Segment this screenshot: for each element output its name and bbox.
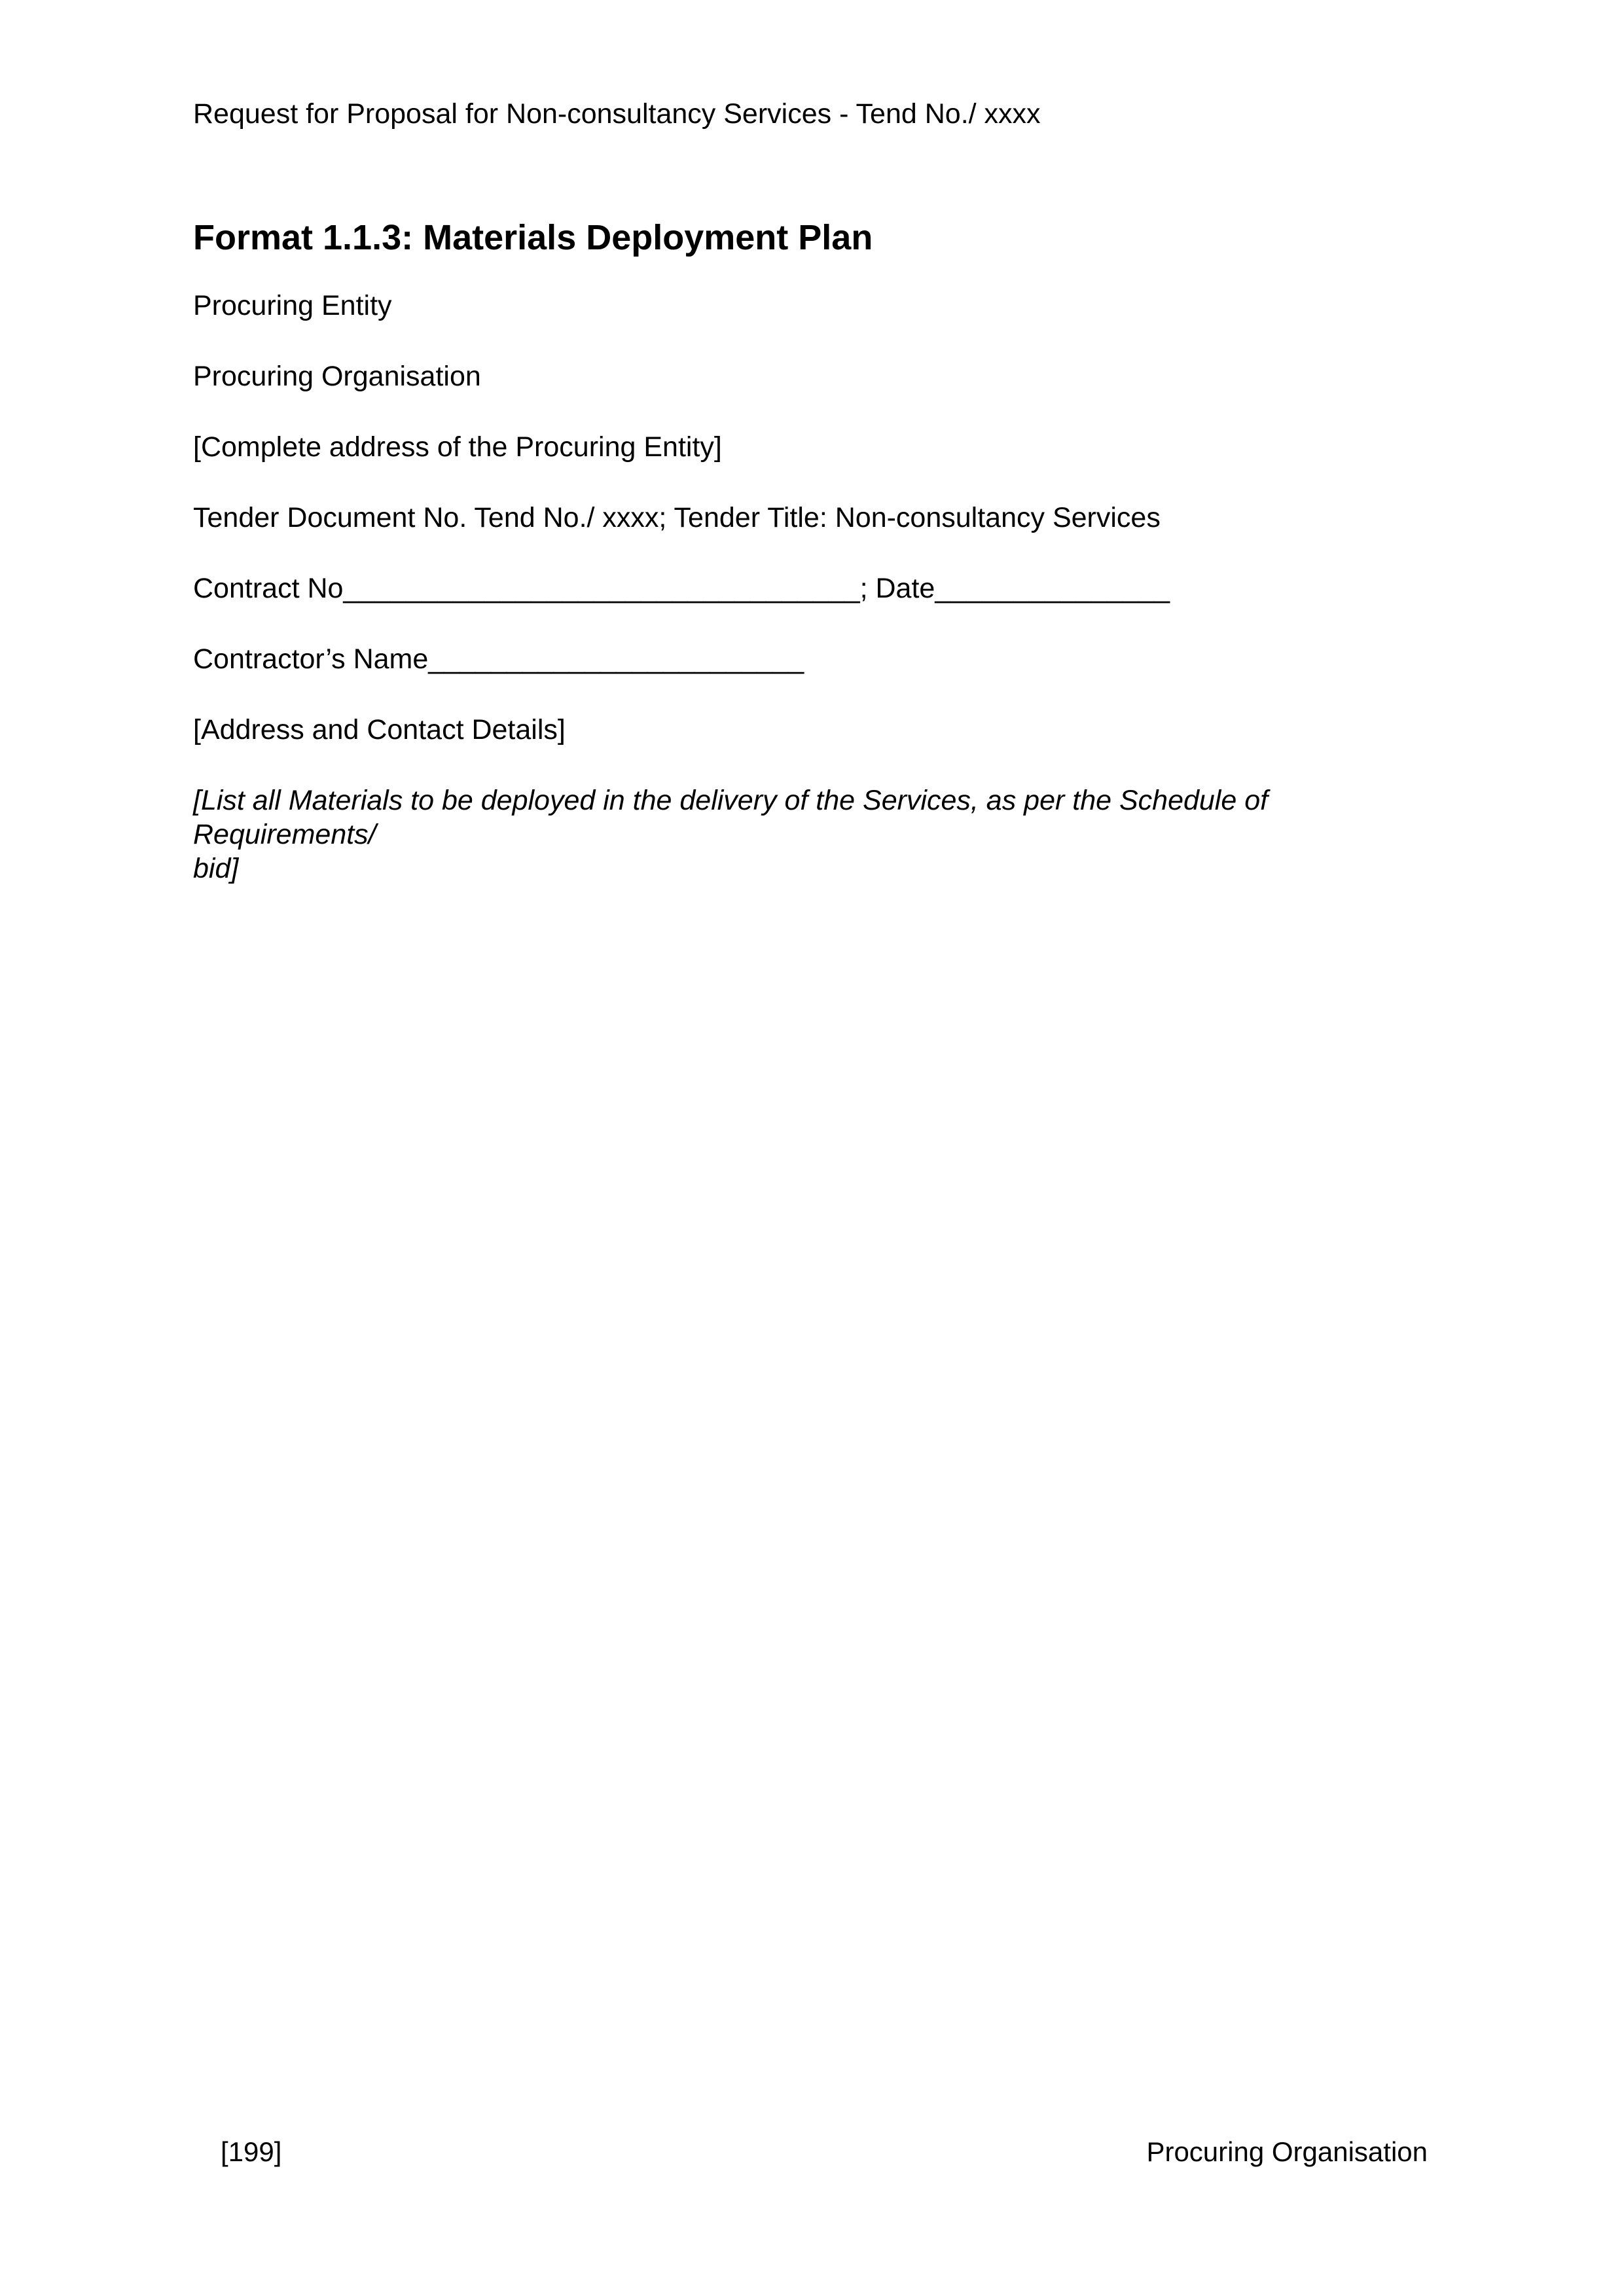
- contractor-name-line: Contractor’s Name________________________: [193, 643, 804, 675]
- section-title: Format 1.1.3: Materials Deployment Plan: [193, 218, 873, 257]
- materials-note: [193, 783, 1428, 886]
- procuring-entity-line: Procuring Entity: [193, 290, 392, 321]
- materials-note-line1: [List all Materials to be deployed in the delivery of the Services, as per the Schedule of Requirements/: [193, 785, 1269, 850]
- page-footer: [221, 2135, 1428, 2169]
- address-placeholder-line: [Complete address of the Procuring Entity]: [193, 431, 722, 463]
- address-contact-line: [Address and Contact Details]: [193, 714, 566, 745]
- materials-note-line2: bid]: [193, 853, 239, 884]
- procuring-organisation-line: Procuring Organisation: [193, 361, 481, 392]
- contract-no-date-line: Contract No_________________________________; Date_______________: [193, 573, 1170, 604]
- running-header: Request for Proposal for Non-consultancy Services - Tend No./ xxxx: [193, 98, 1041, 130]
- footer-organisation: Procuring Organisation: [1146, 2136, 1428, 2167]
- page-number: [199]: [221, 2136, 282, 2167]
- tender-info-line: Tender Document No. Tend No./ xxxx; Tender Title: Non-consultancy Services: [193, 502, 1161, 533]
